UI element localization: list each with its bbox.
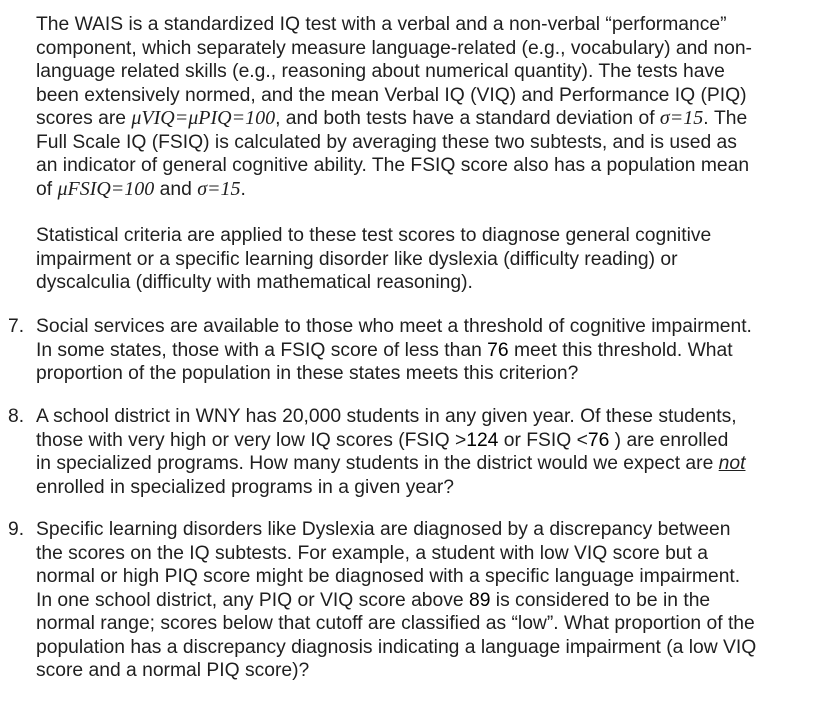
criteria-line: impairment or a specific learning disorder like dyslexia (difficulty reading) or <box>36 248 678 270</box>
intro-line <box>36 178 796 202</box>
question-line <box>36 339 796 363</box>
question-9 <box>36 518 796 683</box>
question-text: or FSIQ < <box>498 429 588 451</box>
question-text: meet this threshold. What <box>508 339 733 361</box>
mu-fsiq-formula: μFSIQ=100 <box>57 177 155 200</box>
question-line: A school district in WNY has 20,000 students in any given year. Of these students, <box>36 406 737 427</box>
question-line: normal or high PIQ score might be diagnosed with a specific language impairment. <box>36 566 741 587</box>
question-line: Social services are available to those who meet a threshold of cognitive impairment. <box>36 316 752 337</box>
question-line <box>36 429 796 453</box>
question-7 <box>36 315 796 386</box>
criteria-line: Statistical criteria are applied to these test scores to diagnose general cognitive <box>36 225 712 246</box>
cutoff-value: 89 <box>468 589 491 611</box>
question-line: Specific learning disorders like Dyslexia are diagnosed by a discrepancy between <box>36 519 731 540</box>
intro-line: language related skills (e.g., reasoning about numerical quantity). The tests have <box>36 61 725 82</box>
intro-text: . The <box>703 108 748 129</box>
question-9-number: 9. <box>8 519 25 540</box>
intro-line: an indicator of general cognitive ability. The FSIQ score also has a population mean <box>36 155 750 176</box>
question-7-number: 7. <box>8 316 25 337</box>
criteria-line: dyscalculia (difficulty with mathematical reasoning). <box>36 272 473 293</box>
intro-text: of <box>36 178 58 200</box>
question-line: enrolled in specialized programs in a given year? <box>36 476 454 498</box>
intro-line: component, which separately measure language-related (e.g., vocabulary) and non- <box>36 37 752 59</box>
intro-line: The WAIS is a standardized IQ test with a verbal and a non-verbal “performance” <box>36 14 727 35</box>
fsiq-threshold-value: 76 <box>487 339 509 361</box>
question-text: In one school district, any PIQ or VIQ score above <box>36 589 469 611</box>
fsiq-high-value: 124 <box>466 429 499 451</box>
emphasis-not: not <box>718 453 746 474</box>
question-text: is considered to be in the <box>490 589 711 611</box>
question-line: the scores on the IQ subtests. For example, a student with low VIQ score but a <box>36 542 708 564</box>
question-line <box>36 452 796 476</box>
question-text: In some states, those with a FSIQ score of less than <box>36 339 488 361</box>
question-line <box>36 589 796 613</box>
sigma-formula: σ=15 <box>197 177 241 200</box>
intro-text: . <box>240 178 246 200</box>
intro-text: , and both tests have a standard deviation of <box>275 108 660 129</box>
question-8-number: 8. <box>8 406 25 427</box>
question-text: those with very high or very low IQ scores (FSIQ > <box>36 429 467 451</box>
intro-line: been extensively normed, and the mean Verbal IQ (VIQ) and Performance IQ (PIQ) <box>36 84 747 106</box>
intro-line <box>36 107 796 131</box>
intro-text: scores are <box>36 108 132 129</box>
question-text: ) are enrolled <box>609 429 729 451</box>
question-8 <box>36 405 796 499</box>
question-line: normal range; scores below that cutoff are classified as “low”. What proportion of the <box>36 613 755 634</box>
fsiq-low-value: 76 <box>587 429 610 451</box>
intro-paragraph <box>36 13 796 201</box>
sigma-formula: σ=15 <box>659 107 704 129</box>
question-line: score and a normal PIQ score)? <box>36 660 310 681</box>
criteria-paragraph <box>36 224 796 295</box>
question-line: population has a discrepancy diagnosis indicating a language impairment (a low VIQ <box>36 636 757 658</box>
intro-line: Full Scale IQ (FSIQ) is calculated by averaging these two subtests, and is used as <box>36 131 737 153</box>
question-text: in specialized programs. How many students in the district would we expect are <box>36 453 719 474</box>
mu-viq-piq-formula: μVIQ=μPIQ=100 <box>131 107 276 129</box>
question-line: proportion of the population in these states meets this criterion? <box>36 363 579 384</box>
intro-text: and <box>154 178 198 200</box>
